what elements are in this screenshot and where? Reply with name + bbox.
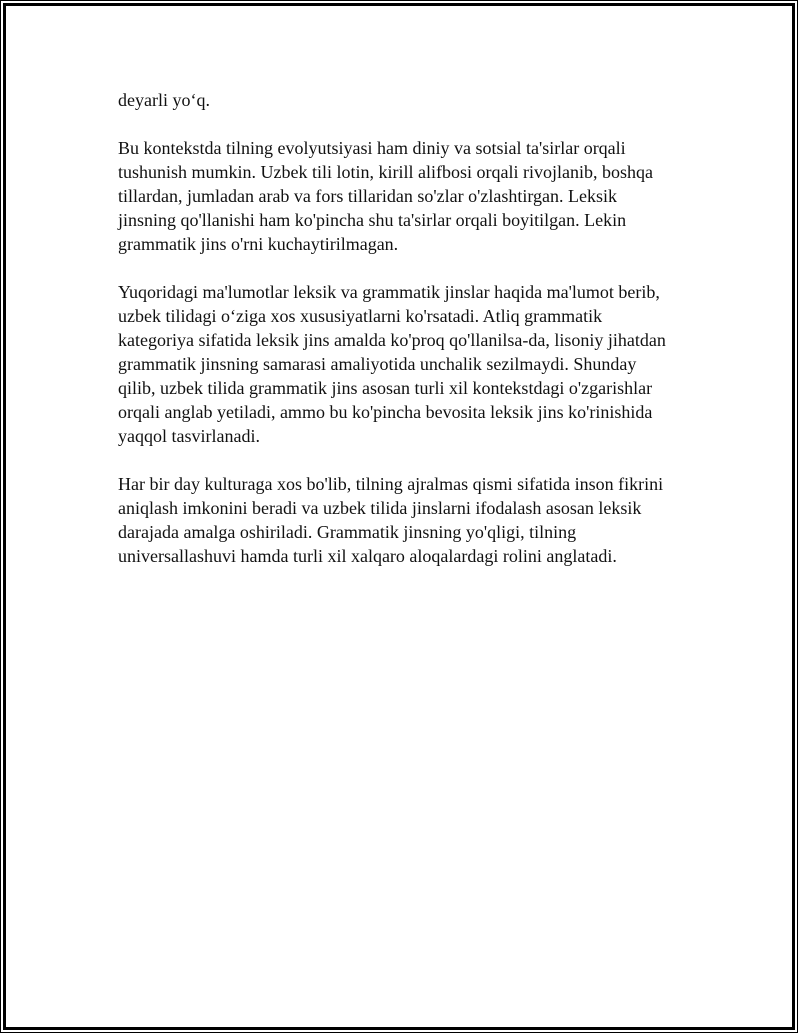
text-line: Har bir day kulturaga xos bo'lib, tilning ajralmas qismi sifatida inson fikrini [118, 474, 664, 494]
text-line: Bu kontekstda tilning evolyutsiyasi ham diniy va sotsial ta'sirlar orqali [118, 138, 626, 158]
paragraph-3 [118, 280, 688, 448]
text-line: grammatik jinsning samarasi amaliyotida unchalik sezilmaydi. Shunday [118, 354, 637, 374]
text-line: Yuqoridagi ma'lumotlar leksik va grammatik jinslar haqida ma'lumot berib, [118, 282, 660, 302]
text-line: tillardan, jumladan arab va fors tillaridan so'zlar o'zlashtirgan. Leksik [118, 186, 617, 206]
text-line: aniqlash imkonini beradi va uzbek tilida jinslarni ifodalash asosan leksik [118, 498, 642, 518]
text-line: orqali anglab yetiladi, ammo bu ko'pincha bevosita leksik jins ko'rinishida [118, 402, 653, 422]
document-body [118, 88, 688, 592]
text-line: grammatik jins o'rni kuchaytirilmagan. [118, 234, 399, 254]
paragraph-4 [118, 472, 688, 568]
text-line: uzbek tilidagi o‘ziga xos xususiyatlarni ko'rsatadi. Atliq grammatik [118, 306, 603, 326]
text-line: kategoriya sifatida leksik jins amalda ko'proq qo'llanilsa-da, lisoniy jihatdan [118, 330, 666, 350]
paragraph-1 [118, 88, 688, 112]
text-line: tushunish mumkin. Uzbek tili lotin, kirill alifbosi orqali rivojlanib, boshqa [118, 162, 653, 182]
text-line: qilib, uzbek tilida grammatik jins asosan turli xil kontekstdagi o'zgarishlar [118, 378, 653, 398]
text-line: deyarli yo‘q. [118, 90, 210, 110]
text-line: darajada amalga oshiriladi. Grammatik jinsning yo'qligi, tilning [118, 522, 577, 542]
text-line: yaqqol tasvirlanadi. [118, 426, 260, 446]
text-line: jinsning qo'llanishi ham ko'pincha shu ta'sirlar orqali boyitilgan. Lekin [118, 210, 627, 230]
text-line: universallashuvi hamda turli xil xalqaro aloqalardagi rolini anglatadi. [118, 546, 617, 566]
paragraph-2 [118, 136, 688, 256]
